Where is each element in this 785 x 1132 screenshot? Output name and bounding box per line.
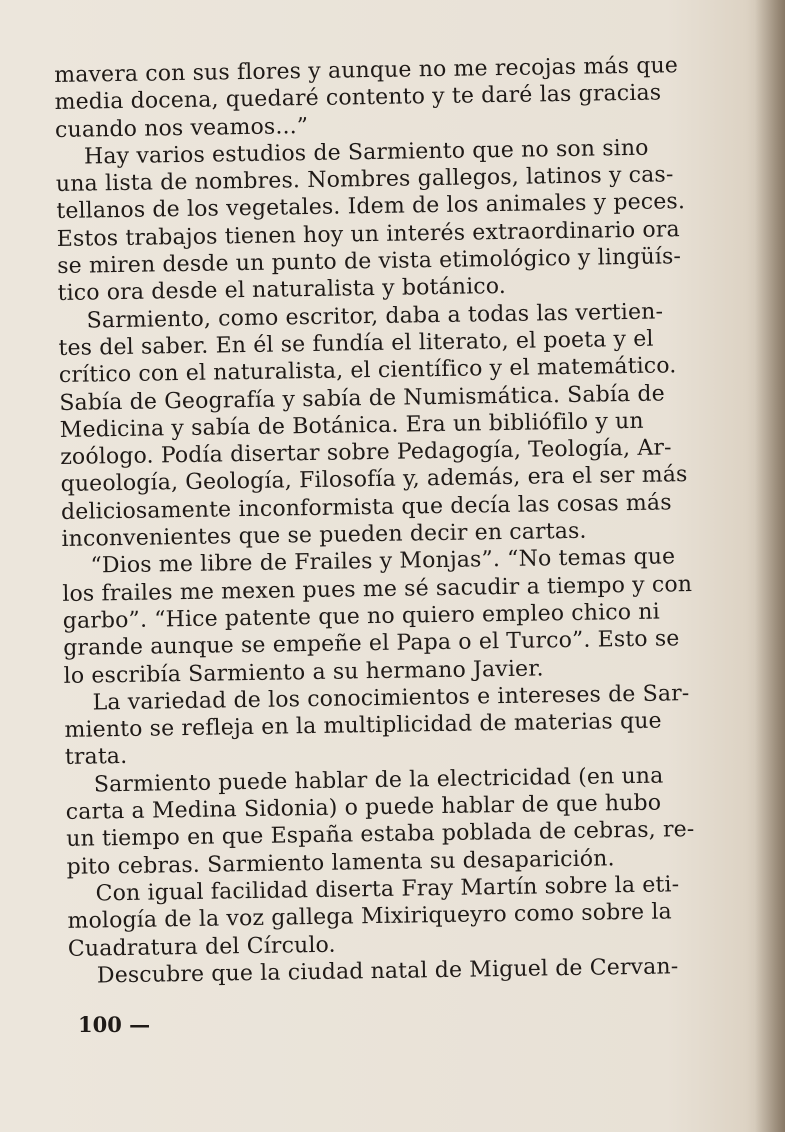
text-line: Hay varios estudios de Sarmiento que no son sino: [55, 135, 649, 170]
text-line: zoólogo. Podía disertar sobre Pedagogía, Teología, Ar-: [60, 435, 672, 471]
text-line: una lista de nombres. Nombres gallegos, latinos y cas-: [55, 162, 674, 198]
text-line: tellanos de los vegetales. Idem de los animales y peces.: [56, 189, 686, 225]
text-line: media docena, quedaré contento y te daré las gracias: [54, 80, 662, 116]
text-line: Descubre que la ciudad natal de Miguel de Cervan-: [68, 954, 679, 989]
text-line: se miren desde un punto de vista etimológico y lingüís-: [57, 244, 682, 280]
text-line: Sabía de Geografía y sabía de Numismática. Sabía de: [59, 381, 666, 416]
text-line: un tiempo en que España estaba poblada de cebras, re-: [66, 817, 695, 853]
text-line: Medicina y sabía de Botánica. Era un bibliófilo y un: [59, 408, 644, 443]
text-line: Estos trabajos tienen hoy un interés extraordinario ora: [56, 216, 680, 252]
text-line: grande aunque se empeñe el Papa o el Turco”. Esto se: [63, 626, 680, 662]
text-line: mavera con sus flores y aunque no me recojas más que: [54, 53, 679, 88]
text-line: Con igual facilidad diserta Fray Martín sobre la eti-: [66, 872, 680, 907]
text-line: trata.: [64, 744, 128, 771]
text-line: garbo”. “Hice patente que no quiero empleo chico ni: [62, 599, 661, 634]
text-line: Sarmiento puede hablar de la electricidad (en una: [65, 763, 664, 798]
binding-shadow: [755, 0, 785, 1132]
text-line: Cuadratura del Círculo.: [67, 932, 336, 962]
text-line: inconvenientes que se pueden decir en cartas.: [61, 518, 587, 552]
text-line: pito cebras. Sarmiento lamenta su desaparición.: [66, 845, 615, 880]
text-line: “Dios me libre de Frailes y Monjas”. “No temas que: [61, 544, 676, 580]
body-text: [54, 52, 714, 990]
text-line: tes del saber. En él se fundía el literato, el poeta y el: [58, 326, 654, 361]
text-line: cuando nos veamos...”: [54, 113, 309, 143]
text-line: queología, Geología, Filosofía y, además, era el ser más: [60, 462, 688, 498]
text-line: La variedad de los conocimientos e intereses de Sar-: [63, 680, 690, 716]
text-line: tico ora desde el naturalista y botánico.: [57, 274, 507, 307]
text-line: Sarmiento, como escritor, daba a todas las vertien-: [57, 299, 664, 334]
text-line: carta a Medina Sidonia) o puede hablar de que hubo: [65, 790, 662, 825]
text-line: los frailes me mexen pues me sé sacudir a tiempo y con: [62, 571, 693, 607]
text-line: miento se refleja en la multiplicidad de materias que: [64, 708, 662, 744]
page-number: 100 —: [78, 1012, 151, 1037]
text-line: mología de la voz gallega Mixiriqueyro como sobre la: [67, 899, 673, 935]
text-line: crítico con el naturalista, el científico y el matemático.: [58, 353, 677, 389]
text-line: deliciosamente inconformista que decía las cosas más: [60, 490, 672, 525]
text-line: lo escribía Sarmiento a su hermano Javier.: [63, 655, 544, 689]
